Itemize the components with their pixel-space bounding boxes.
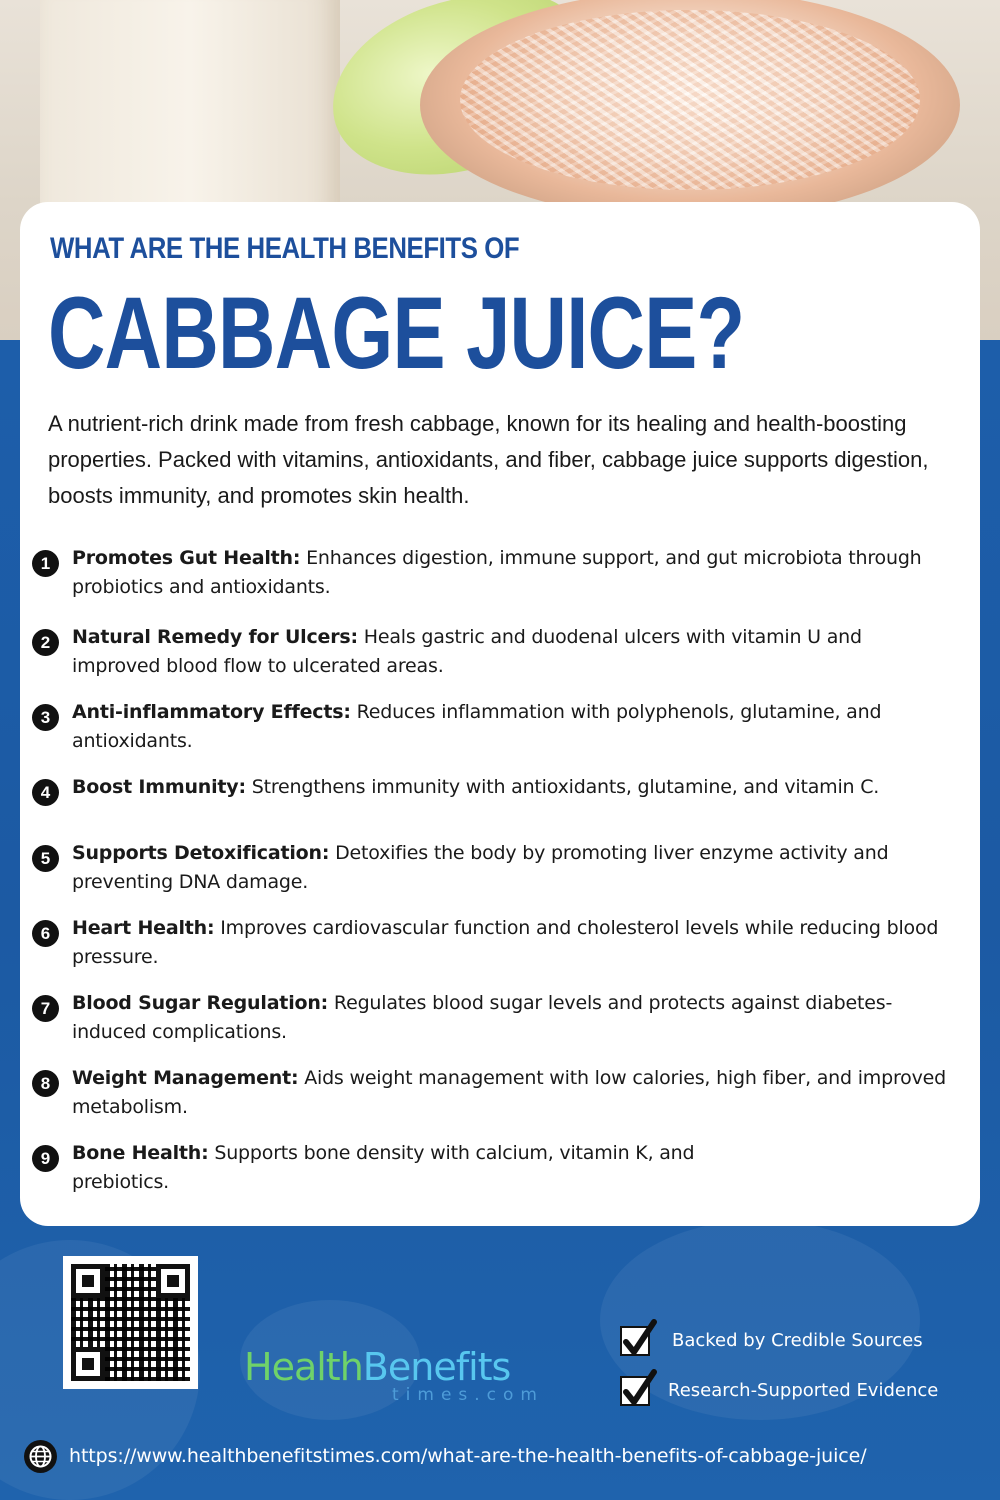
benefit-text: Regulates blood sugar levels and protects against diabetes-induced complications. xyxy=(72,992,893,1043)
page-title: CABBAGE JUICE? xyxy=(48,276,745,390)
number-badge: 8 xyxy=(32,1070,59,1097)
number-badge: 6 xyxy=(32,920,59,947)
benefit-text: Detoxifies the body by promoting liver enzyme activity and preventing DNA damage. xyxy=(72,842,889,893)
benefit-text: Enhances digestion, immune support, and gut microbiota through probiotics and antioxidants. xyxy=(72,547,922,598)
benefit-title: Bone Health: xyxy=(72,1142,209,1164)
number-badge: 2 xyxy=(32,629,59,656)
badge-label: Research-Supported Evidence xyxy=(668,1380,939,1401)
logo-sub-text: times.com xyxy=(392,1385,544,1405)
source-link[interactable] xyxy=(24,1440,984,1474)
source-url[interactable]: https://www.healthbenefitstimes.com/what-are-the-health-benefits-of-cabbage-juice/ xyxy=(69,1445,867,1467)
qr-pattern xyxy=(71,1264,190,1381)
benefit-title: Heart Health: xyxy=(72,917,215,939)
benefit-title: Natural Remedy for Ulcers: xyxy=(72,626,358,648)
number-badge: 1 xyxy=(32,550,59,577)
health-benefits-times-logo[interactable] xyxy=(244,1345,564,1415)
content-card xyxy=(20,202,980,1226)
number-badge: 4 xyxy=(32,779,59,806)
qr-finder xyxy=(156,1264,190,1298)
number-badge: 7 xyxy=(32,995,59,1022)
benefit-title: Blood Sugar Regulation: xyxy=(72,992,329,1014)
logo-benefits-text: Benefits xyxy=(362,1345,511,1389)
logo-health-text: Health xyxy=(244,1345,363,1389)
qr-finder xyxy=(71,1347,105,1381)
benefit-text: Reduces inflammation with polyphenols, glutamine, and antioxidants. xyxy=(72,701,882,752)
benefit-text: Heals gastric and duodenal ulcers with vitamin U and improved blood flow to ulcerated areas. xyxy=(72,626,862,677)
qr-finder xyxy=(71,1264,105,1298)
shredded-cabbage-texture xyxy=(460,10,920,190)
benefit-text: Improves cardiovascular function and cholesterol levels while reducing blood pressure. xyxy=(72,917,939,968)
benefit-title: Supports Detoxification: xyxy=(72,842,330,864)
page-subtitle: WHAT ARE THE HEALTH BENEFITS OF xyxy=(50,232,520,265)
benefit-title: Weight Management: xyxy=(72,1067,299,1089)
qr-code[interactable] xyxy=(63,1256,198,1389)
benefit-text: Aids weight management with low calories, high fiber, and improved metabolism. xyxy=(72,1067,946,1118)
number-badge: 3 xyxy=(32,704,59,731)
benefit-text: Strengthens immunity with antioxidants, glutamine, and vitamin C. xyxy=(245,776,880,798)
number-badge: 5 xyxy=(32,845,59,872)
number-badge: 9 xyxy=(32,1145,59,1172)
checkmark-icon xyxy=(620,1326,650,1356)
badge-credible-sources xyxy=(620,1326,980,1362)
globe-icon xyxy=(24,1440,57,1473)
badge-research-evidence xyxy=(620,1376,980,1412)
benefit-title: Boost Immunity: xyxy=(72,776,246,798)
benefit-text: Supports bone density with calcium, vitamin K, and prebiotics. xyxy=(72,1142,695,1193)
badge-label: Backed by Credible Sources xyxy=(672,1330,923,1351)
benefit-title: Promotes Gut Health: xyxy=(72,547,301,569)
benefit-title: Anti-inflammatory Effects: xyxy=(72,701,351,723)
checkmark-icon xyxy=(620,1376,650,1406)
intro-paragraph: A nutrient-rich drink made from fresh cabbage, known for its healing and health-boosting properties. Packed with vitamins, antioxidants, and fiber, cabbage juice supports digestion, boosts immunity, and promotes skin health. xyxy=(48,411,929,508)
